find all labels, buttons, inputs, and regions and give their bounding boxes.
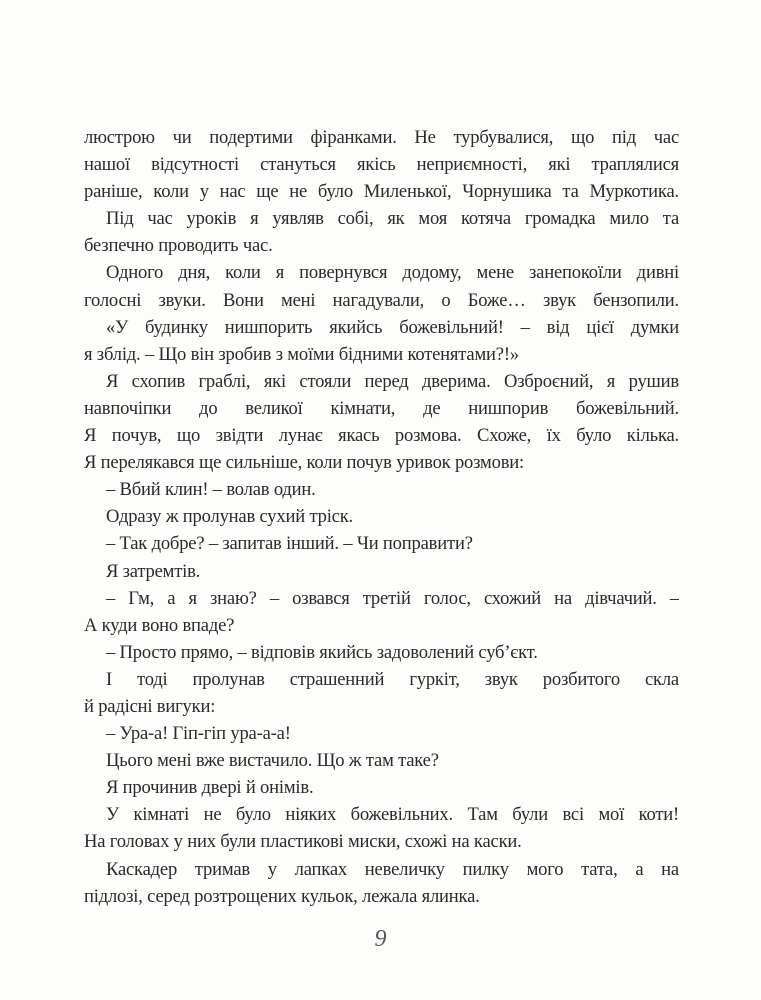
text-line: «У будинку нишпорить якийсь божевільний! – від цієї думки	[106, 316, 679, 338]
text-line: – Просто прямо, – відповів якийсь задоволений суб’єкт.	[106, 641, 538, 663]
text-line: голосні звуки. Вони мені нагадували, о Боже… звук бензопили.	[84, 289, 679, 311]
text-line: Під час уроків я уявляв собі, як моя котяча громадка мило та	[106, 208, 679, 230]
text-line: Я почув, що звідти лунає якась розмова. Схоже, їх було кілька.	[84, 425, 679, 447]
text-line: підлозі, серед розтрощених кульок, лежала ялинка.	[84, 885, 480, 907]
text-line: люстрою чи подертими фіранками. Не турбувалися, що під час	[84, 127, 679, 148]
text-line: Я схопив граблі, які стояли перед дверима. Озброєний, я рушив	[106, 370, 679, 392]
text-line: й радісні вигуки:	[84, 695, 216, 717]
text-line: я зблід. – Що він зробив з моїми бідними котенятами?!»	[84, 343, 519, 365]
text-line: Я прочинив двері й онімів.	[106, 777, 314, 799]
text-line: На головах у них були пластикові миски, схожі на каски.	[84, 831, 522, 853]
text-line: І тоді пролунав страшенний гуркіт, звук розбитого скла	[106, 668, 679, 690]
text-line: раніше, коли у нас ще не було Миленької, Чорнушика та Муркотика.	[84, 181, 679, 203]
text-line: А куди воно впаде?	[84, 614, 235, 636]
body-text	[84, 124, 679, 910]
text-line: – Гм, а я знаю? – озвався третій голос, схожий на дівчачий. –	[106, 587, 679, 609]
text-line: Одного дня, коли я повернувся додому, мене занепокоїли дивні	[106, 262, 679, 284]
page-number: 9	[374, 926, 387, 952]
text-line: У кімнаті не було ніяких божевільних. Там були всі мої коти!	[106, 804, 679, 826]
text-line: Каскадер тримав у лапках невеличку пилку мого тата, а на	[106, 858, 679, 880]
text-line: – Вбий клин! – волав один.	[106, 479, 316, 501]
text-line: Я затремтів.	[106, 560, 201, 582]
text-line: нашої відсутності станутьcя якісь неприємності, які траплялися	[84, 154, 679, 176]
text-line: – Ура-а! Гіп-гіп ура-а-а!	[106, 723, 291, 745]
text-line: безпечно проводить час.	[84, 235, 273, 257]
text-line: – Так добре? – запитав інший. – Чи поправити?	[106, 533, 473, 555]
text-line: навпочіпки до великої кімнати, де нишпорив божевільний.	[84, 397, 679, 419]
text-line: Одразу ж пролунав сухий тріск.	[106, 506, 353, 528]
text-line: Цього мені вже вистачило. Що ж там таке?	[106, 750, 439, 772]
text-line: Я перелякався ще сильніше, коли почув уривок розмови:	[84, 452, 524, 474]
